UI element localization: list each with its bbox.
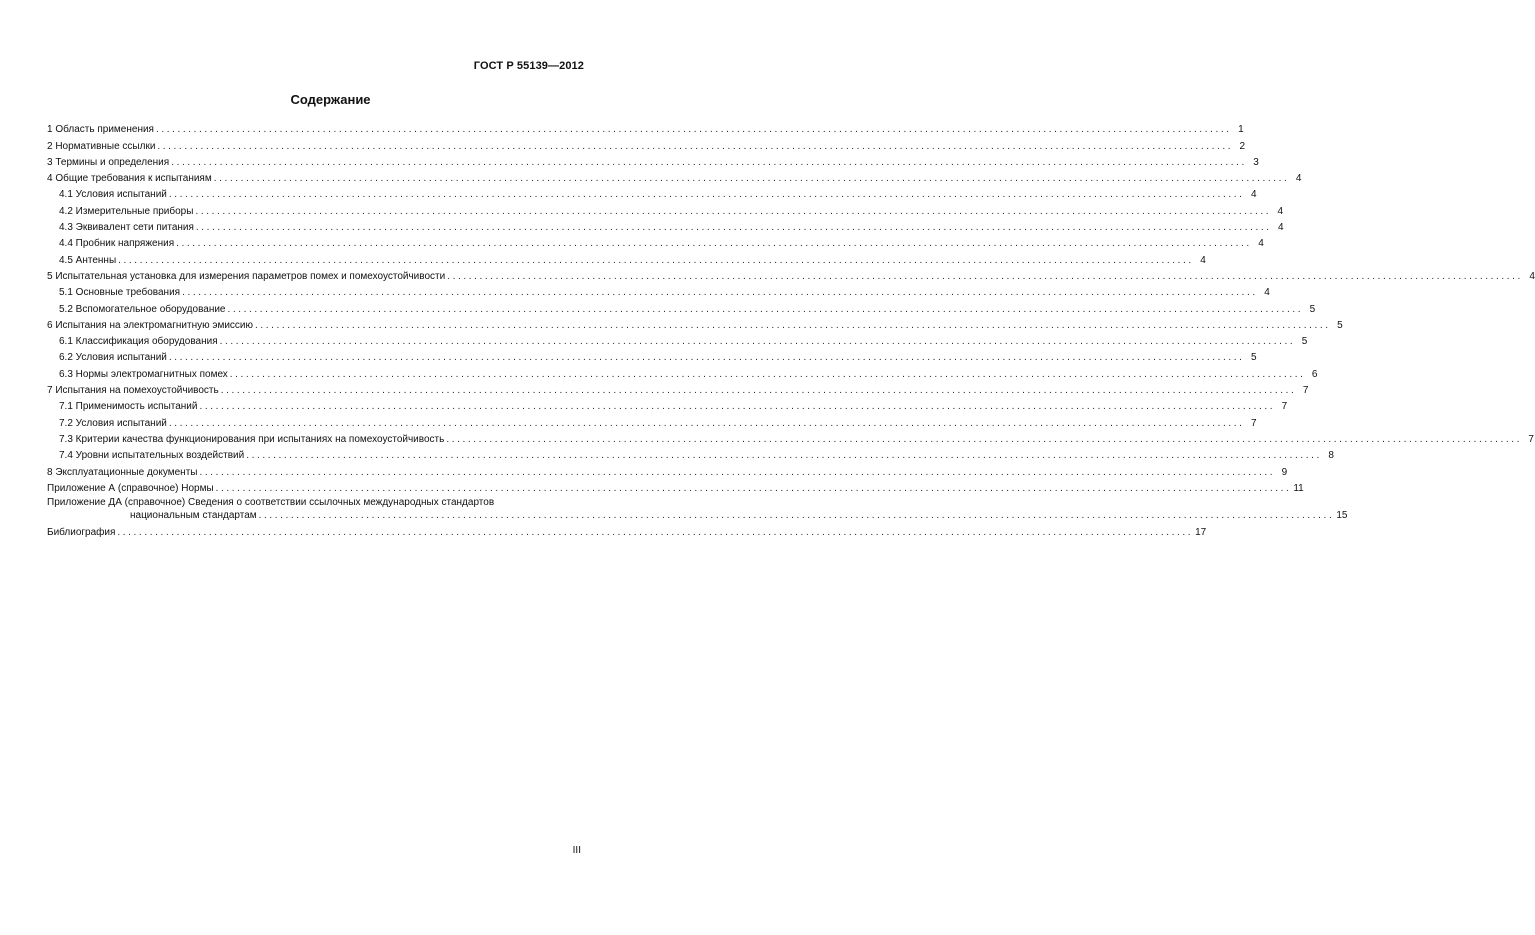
toc-entry[interactable] — [47, 184, 1257, 201]
toc-entry-page: 7 — [1302, 385, 1309, 397]
toc-entry-page: 4 — [1295, 173, 1302, 185]
standard-number: ГОСТ Р 55139—2012 — [473, 60, 584, 72]
toc-entry-page: 5 — [1301, 336, 1308, 348]
toc-leader-dots: ........................................................................................................................................................................................................ — [195, 205, 1272, 217]
toc-leader-dots: ........................................................................................................................................................................................................ — [220, 385, 1297, 397]
toc-entry-label: 4.2 Измерительные приборы — [59, 205, 194, 217]
toc-leader-dots: ........................................................................................................................................................................................................ — [168, 417, 1245, 429]
toc-entry[interactable] — [47, 266, 1535, 282]
toc-entry-label: 8 Эксплуатационные документы — [47, 466, 198, 478]
toc-entry-label: 6 Испытания на электромагнитную эмиссию — [47, 319, 254, 331]
toc-entries — [47, 119, 1535, 494]
toc-leader-dots: ........................................................................................................................................................................................................ — [155, 124, 1232, 136]
toc-entry[interactable] — [47, 233, 1264, 250]
toc-entry-label: 5.1 Основные требования — [59, 287, 181, 299]
toc-entry-label: 3 Термины и определения — [47, 156, 170, 168]
toc-leader-dots: ........................................................................................................................................................................................................ — [171, 156, 1247, 168]
toc-entry-label: 7 Испытания на помехоустойчивость — [47, 385, 219, 397]
toc-leader-dots: ........................................................................................................................................................................................................ — [157, 140, 1234, 152]
toc-entry-label-continued: национальным стандартам — [130, 509, 257, 521]
toc-entry-page: 4 — [1258, 238, 1264, 250]
toc-entry-label: Библиография — [47, 527, 116, 539]
toc-entry-page: 11 — [1293, 482, 1304, 494]
table-of-contents — [47, 119, 1535, 539]
toc-leader-dots: ........................................................................................................................................................................................................ — [182, 287, 1258, 299]
toc-entry-label: 6.1 Классификация оборудования — [59, 336, 218, 348]
toc-entry[interactable] — [47, 135, 1246, 152]
toc-leader-dots: ........................................................................................................................................................................................................ — [215, 482, 1292, 494]
toc-entry-page: 4 — [1264, 287, 1270, 299]
toc-entry-page: 4 — [1277, 205, 1284, 217]
toc-entry[interactable] — [47, 119, 1244, 136]
toc-entry-page: 5 — [1309, 303, 1316, 315]
toc-leader-dots: ........................................................................................................................................................................................................ — [258, 509, 1335, 521]
toc-entry-page: 7 — [1528, 433, 1534, 445]
toc-entry[interactable] — [47, 282, 1270, 299]
toc-entry-page: 7 — [1281, 401, 1288, 413]
toc-entry-label: 7.3 Критерии качества функционирования при испытаниях на помехоустойчивость — [59, 433, 445, 445]
toc-leader-dots: ........................................................................................................................................................................................................ — [227, 303, 1304, 315]
toc-leader-dots: ........................................................................................................................................................................................................ — [446, 433, 1522, 445]
toc-entry[interactable] — [47, 412, 1257, 429]
toc-entry-label: 4.1 Условия испытаний — [59, 189, 167, 201]
toc-entry-page: 3 — [1253, 156, 1259, 168]
toc-entry-label: 4 Общие требования к испытаниям — [47, 173, 212, 185]
toc-entry-page: 6 — [1311, 368, 1318, 380]
toc-leader-dots: ........................................................................................................................................................................................................ — [118, 254, 1194, 266]
toc-entry[interactable] — [47, 298, 1316, 315]
toc-entry[interactable] — [47, 168, 1302, 185]
toc-entry[interactable] — [47, 363, 1318, 380]
toc-leader-dots: ........................................................................................................................................................................................................ — [168, 352, 1245, 364]
toc-entry-label: 5 Испытательная установка для измерения параметров помех и помехоустойчивости — [47, 270, 446, 282]
toc-entry-label: Приложение А (справочное) Нормы — [47, 482, 214, 494]
toc-entry[interactable] — [47, 217, 1284, 234]
toc-entry-appendix-da[interactable] — [47, 494, 1348, 522]
toc-entry-label: 1 Область применения — [47, 124, 154, 136]
page-number: III — [572, 845, 581, 856]
toc-entry-page: 7 — [1251, 417, 1257, 429]
toc-leader-dots: ........................................................................................................................................................................................................ — [246, 450, 1322, 462]
toc-entry-label: Приложение ДА (справочное) Сведения о соответствии ссылочных международных стандартов — [47, 496, 495, 508]
toc-entry-page: 4 — [1278, 222, 1284, 234]
toc-entry-page: 4 — [1251, 189, 1257, 201]
toc-entry-page: 2 — [1239, 140, 1246, 152]
toc-entry[interactable] — [47, 445, 1334, 462]
toc-entry-label: 7.1 Применимость испытаний — [59, 401, 198, 413]
toc-entry-label: 4.3 Эквивалент сети питания — [59, 222, 194, 234]
toc-entry[interactable] — [47, 331, 1308, 348]
toc-entry-label: 5.2 Вспомогательное оборудование — [59, 303, 226, 315]
toc-entry-page: 9 — [1281, 466, 1288, 478]
toc-leader-dots: ........................................................................................................................................................................................................ — [199, 466, 1276, 478]
toc-leader-dots: ........................................................................................................................................................................................................ — [176, 238, 1252, 250]
toc-entry-page: 17 — [1195, 527, 1207, 539]
toc-entry[interactable] — [47, 249, 1206, 266]
toc-entry-page: 15 — [1336, 509, 1348, 521]
toc-entry-bibliography[interactable] — [47, 522, 1207, 539]
toc-entry[interactable] — [47, 347, 1257, 364]
toc-leader-dots: ........................................................................................................................................................................................................ — [229, 368, 1306, 380]
toc-leader-dots: ........................................................................................................................................................................................................ — [213, 173, 1290, 185]
toc-entry[interactable] — [47, 200, 1284, 217]
toc-leader-dots: ........................................................................................................................................................................................................ — [195, 222, 1272, 234]
toc-leader-dots: ........................................................................................................................................................................................................ — [255, 319, 1331, 331]
toc-entry-page: 4 — [1529, 270, 1535, 282]
toc-leader-dots: ........................................................................................................................................................................................................ — [168, 189, 1245, 201]
toc-entry-page: 5 — [1337, 319, 1343, 331]
toc-leader-dots: ........................................................................................................................................................................................................ — [117, 527, 1194, 539]
toc-entry[interactable] — [47, 380, 1309, 397]
toc-leader-dots: ........................................................................................................................................................................................................ — [199, 401, 1276, 413]
toc-entry-label: 2 Нормативные ссылки — [47, 140, 156, 152]
toc-entry[interactable] — [47, 461, 1288, 478]
toc-entry[interactable] — [47, 396, 1288, 413]
toc-leader-dots: ........................................................................................................................................................................................................ — [447, 270, 1523, 282]
toc-entry[interactable] — [47, 478, 1304, 494]
toc-entry-page: 5 — [1251, 352, 1257, 364]
toc-entry-label: 6.3 Нормы электромагнитных помех — [59, 368, 228, 380]
page-title: Содержание — [290, 92, 371, 107]
toc-entry[interactable] — [47, 429, 1534, 445]
toc-entry-label: 4.5 Антенны — [59, 254, 117, 266]
toc-entry[interactable] — [47, 152, 1259, 168]
toc-entry-label: 6.2 Условия испытаний — [59, 352, 167, 364]
toc-entry[interactable] — [47, 315, 1343, 331]
toc-entry-label: 4.4 Пробник напряжения — [59, 238, 175, 250]
toc-entry-page: 4 — [1200, 254, 1206, 266]
toc-entry-page: 8 — [1328, 450, 1334, 462]
toc-leader-dots: ........................................................................................................................................................................................................ — [219, 336, 1296, 348]
toc-entry-page: 1 — [1238, 124, 1244, 136]
toc-entry-label: 7.2 Условия испытаний — [59, 417, 167, 429]
toc-entry-label: 7.4 Уровни испытательных воздействий — [59, 450, 245, 462]
